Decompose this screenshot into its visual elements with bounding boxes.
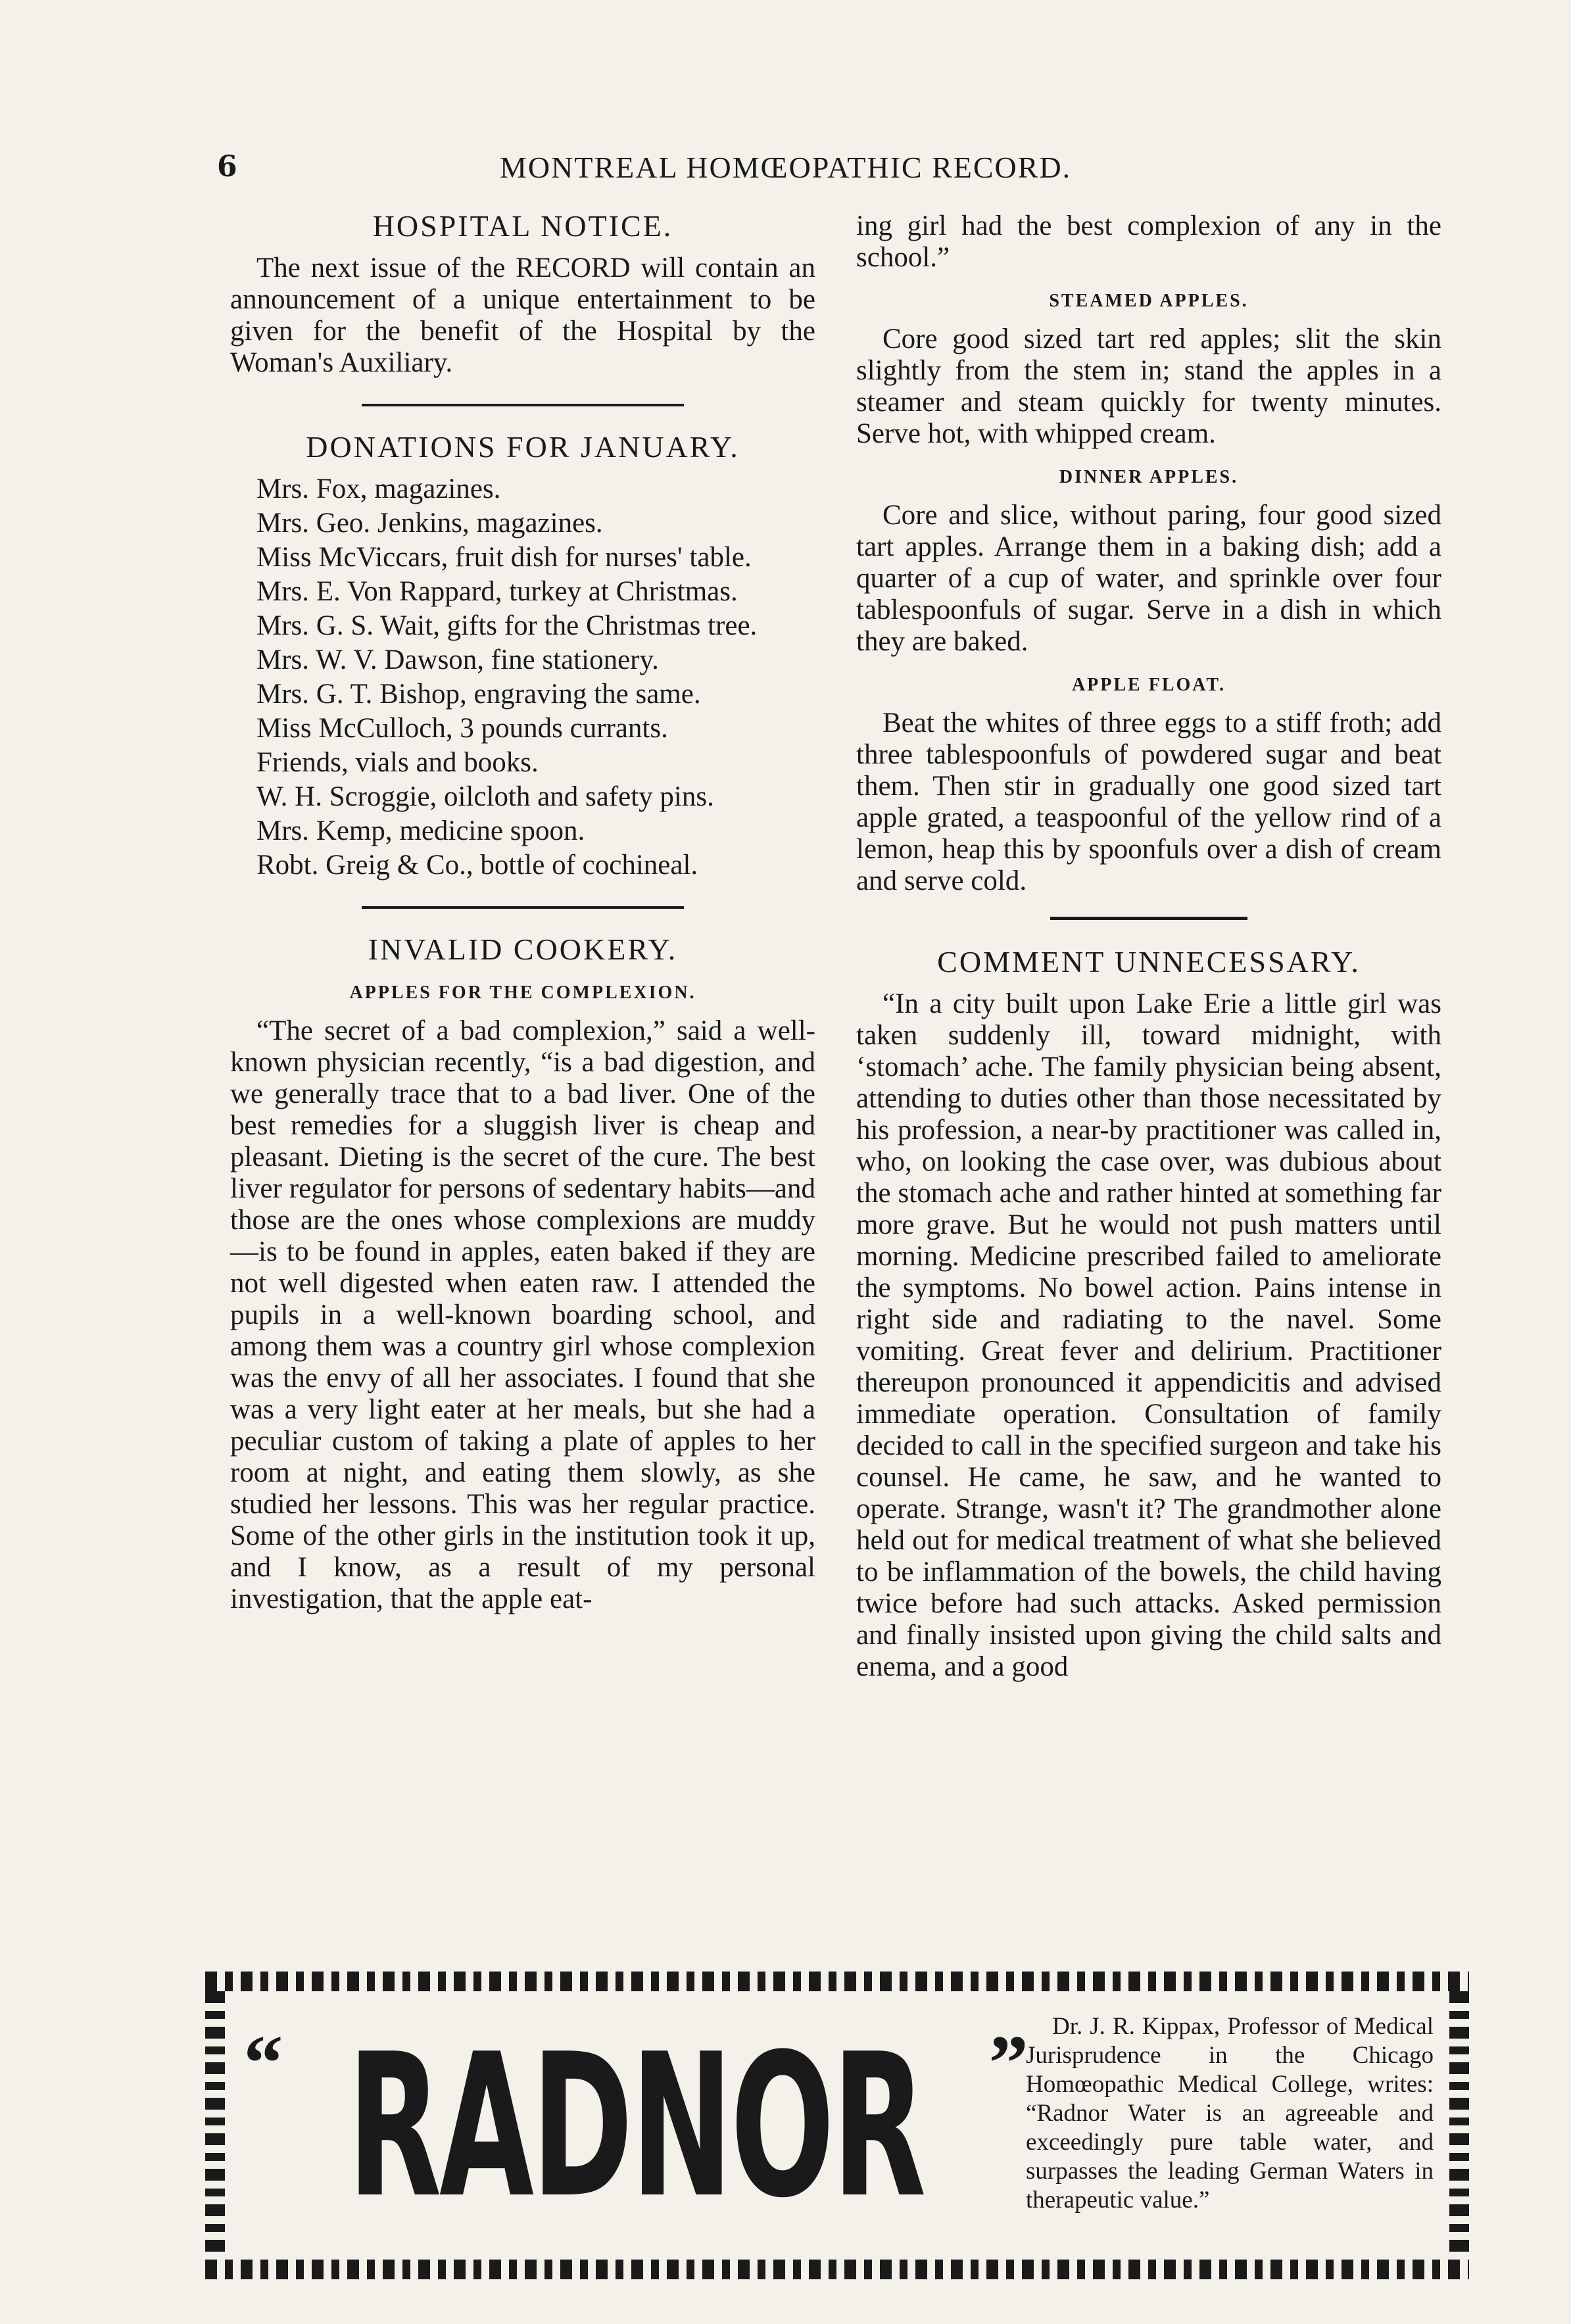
radnor-brand: RADNOR	[347, 2011, 925, 2241]
donation-item	[230, 815, 815, 847]
ad-border-left	[205, 1991, 225, 2260]
donation-text: Mrs. G. T. Bishop, engraving the same.	[256, 679, 701, 710]
running-head: MONTREAL HOMŒOPATHIC RECORD.	[500, 151, 1072, 184]
donation-text: Miss McCulloch, 3 pounds currants.	[256, 713, 668, 744]
donation-text: Mrs. Fox, magazines.	[256, 473, 501, 504]
right-column	[856, 210, 1441, 1683]
donation-text: Mrs. W. V. Dawson, fine stationery.	[256, 644, 659, 675]
section-divider	[362, 906, 684, 909]
hospital-notice-heading: HOSPITAL NOTICE.	[372, 209, 673, 243]
donation-item	[230, 781, 815, 813]
invalid-cookery-heading: INVALID COOKERY.	[368, 932, 678, 966]
ad-border-bottom	[205, 2260, 1469, 2279]
invalid-cookery-text: “The secret of a bad complexion,” said a well-known physician recently, “is a bad digestion, and we generally trace that to a bad liver. One of the best remedies for a sluggish liver is cheap and pleasant. Dieting is the secret of the cure. The best liver regulator for persons of sedentary habits—and those are the ones whose complexions are muddy—is to be found in apples, eaten baked if they are not well digested when eaten raw. I attended the pupils in a well-known boarding school, and among them was a country girl whose complexion was the envy of all her associates. I found that she was a very light eater at her meals, but she had a peculiar custom of taking a plate of apples to her room at night, and eating them slowly, as she studied her lessons. This was her regular practice. Some of the other girls in the institution took it up, and I know, as a result of my personal investigation, that the apple eat-	[230, 1015, 815, 1614]
donations-heading: DONATIONS FOR JANUARY.	[306, 430, 740, 464]
apple-float-text: Beat the whites of three eggs to a stiff froth; add three tablespoonfuls of powdered sugar and beat them. Then stir in gradually one good sized tart apple grated, a teaspoonful of the yellow rind of a lemon, heap this by spoonfuls over a dish of cream and serve cold.	[856, 708, 1441, 896]
steamed-apples-text: Core good sized tart red apples; slit the skin slightly from the stem in; stand the apples in a steamer and steam quickly for twenty minutes. Serve hot, with whipped cream.	[856, 324, 1441, 449]
apple-float-heading: APPLE FLOAT.	[1071, 675, 1226, 695]
hospital-notice-section	[230, 210, 815, 379]
donation-text: Miss McViccars, fruit dish for nurses' table.	[256, 542, 752, 573]
dinner-apples-text: Core and slice, without paring, four good sized tart apples. Arrange them in a baking dish; add a quarter of a cup of water, and sprinkle over four tablespoonfuls of sugar. Serve in a dish in which they are baked.	[856, 500, 1441, 657]
donation-item	[230, 679, 815, 710]
page-number: 6	[217, 150, 237, 183]
donation-item	[230, 542, 815, 573]
donation-text: Mrs. E. Von Rappard, turkey at Christmas.	[256, 576, 738, 607]
donation-item	[230, 644, 815, 676]
donation-item	[230, 473, 815, 505]
steamed-apples-section	[856, 285, 1441, 450]
comment-text: “In a city built upon Lake Erie a little girl was taken suddenly ill, toward midnight, with ‘stomach’ ache. The family physician being absent, attending to duties other than those necessitated by his profession, a near-by practitioner was called in, who, on looking the case over, was dubious about the stomach ache and rather hinted at something far more grave. But he would not push matters until morning. Medicine prescribed failed to ameliorate the symptoms. No bowel action. Pains intense in right side and radiating to the navel. Some vomiting. Great fever and delirium. Practitioner thereupon pronounced it appendicitis and advised immediate operation. Consultation of family decided to call in the specified surgeon and take his counsel. He came, he saw, and he wanted to operate. Strange, wasn't it? The grandmother alone held out for medical treatment of what she believed to be inflammation of the bowels, the child having twice before had such attacks. Asked permission and finally insisted upon giving the child salts and enema, and a good	[856, 988, 1441, 1682]
donation-text: Robt. Greig & Co., bottle of cochineal.	[256, 850, 698, 881]
ad-border-top	[205, 1972, 1469, 1991]
donation-item	[230, 610, 815, 642]
steamed-apples-heading: STEAMED APPLES.	[1049, 291, 1249, 311]
ad-border-right	[1449, 1991, 1469, 2260]
section-divider	[1050, 917, 1247, 920]
radnor-advertisement	[205, 1972, 1469, 2279]
apples-complexion-subheading: APPLES FOR THE COMPLEXION.	[349, 982, 696, 1003]
donation-text: Mrs. G. S. Wait, gifts for the Christmas tree.	[256, 610, 758, 641]
continuation-text: ing girl had the best complexion of any in the school.”	[856, 210, 1441, 273]
invalid-cookery-section	[230, 934, 815, 1615]
donation-text: W. H. Scroggie, oilcloth and safety pins.	[256, 781, 714, 812]
section-divider	[362, 404, 684, 406]
radnor-open-quote: “	[243, 2019, 283, 2106]
donation-text: Friends, vials and books.	[256, 747, 539, 778]
ad-testimonial	[1026, 2012, 1434, 2215]
donations-list	[230, 473, 815, 881]
dinner-apples-section	[856, 462, 1441, 658]
donation-item	[230, 713, 815, 744]
dinner-apples-heading: DINNER APPLES.	[1059, 467, 1239, 487]
donation-item	[230, 850, 815, 881]
donation-text: Mrs. Kemp, medicine spoon.	[256, 815, 585, 846]
radnor-logo	[243, 2011, 1028, 2241]
comment-heading: COMMENT UNNECESSARY.	[937, 945, 1361, 979]
apple-float-section	[856, 669, 1441, 897]
left-column	[230, 210, 815, 1615]
donation-item	[230, 747, 815, 779]
donation-item	[230, 508, 815, 539]
donations-section	[230, 431, 815, 881]
hospital-notice-text: The next issue of the RECORD will contain an announcement of a unique entertainment to be given for the benefit of the Hospital by the Woman's Auxiliary.	[230, 253, 815, 378]
radnor-close-quote: ”	[988, 2019, 1028, 2106]
donation-text: Mrs. Geo. Jenkins, magazines.	[256, 508, 603, 539]
comment-section	[856, 946, 1441, 1683]
ad-testimonial-text: Dr. J. R. Kippax, Professor of Medical Jurisprudence in the Chicago Homœopathic Medical College, writes: “Radnor Water is an agreeable and exceedingly pure table water, and surpasses the leading German Waters in therapeutic value.”	[1026, 2013, 1434, 2214]
donation-item	[230, 576, 815, 608]
